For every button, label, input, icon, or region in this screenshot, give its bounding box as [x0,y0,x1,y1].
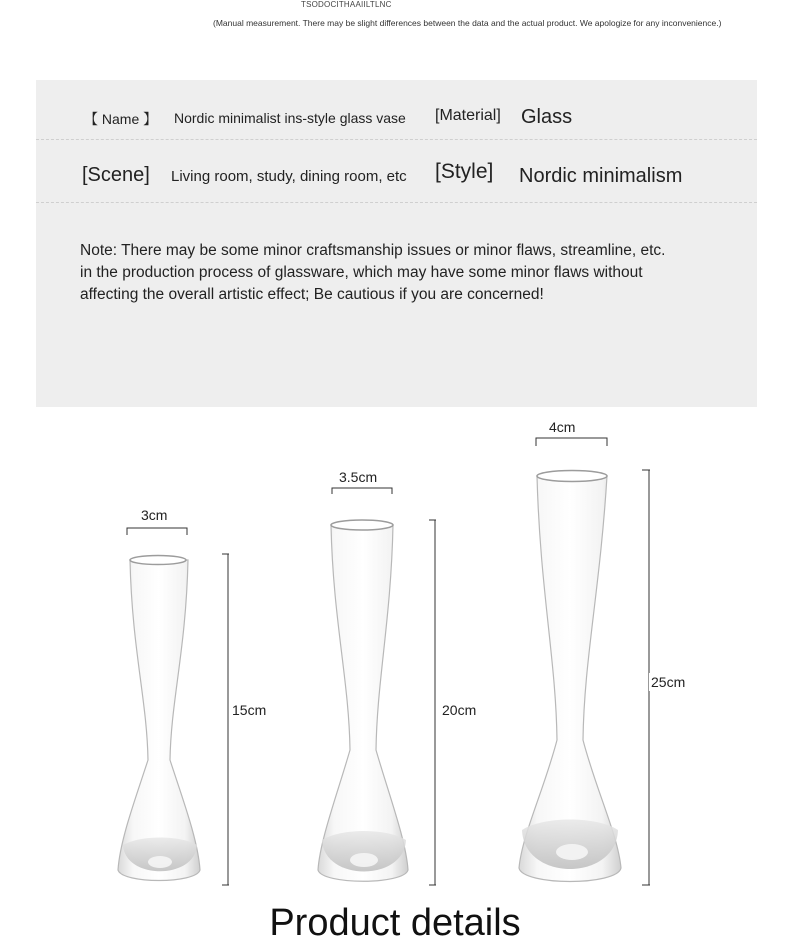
section-title: Product details [269,902,521,944]
vase-small-height-label: 15cm [232,702,267,718]
product-code: TSODOCITHAAIILTLNC [301,0,392,9]
width-bracket [127,528,187,535]
width-bracket [332,488,392,494]
material-label: [Material] [435,107,501,124]
note-line: in the production process of glassware, which may have some minor flaws without [80,264,643,281]
height-bracket [429,520,436,885]
note-line: Note: There may be some minor craftsmanship issues or minor flaws, streamline, etc. [80,242,666,259]
vase-medium [318,520,408,881]
scene-label: [Scene] [82,164,150,186]
vase-small [118,556,200,881]
style-value: Nordic minimalism [519,165,683,187]
vase-medium-height-label: 20cm [442,702,477,718]
vase-large [519,471,621,882]
height-bracket [222,554,229,885]
vase-large-height-label: 25cm [651,674,686,690]
width-bracket [536,438,607,446]
material-value: Glass [521,106,573,128]
vase-medium-width-label: 3.5cm [339,469,378,485]
style-label: [Style] [435,160,494,183]
note-line: affecting the overall artistic effect; Be cautious if you are concerned! [80,286,544,303]
name-value: Nordic minimalist ins-style glass vase [174,110,406,126]
vase-small-width-label: 3cm [141,507,168,523]
measurement-disclaimer: (Manual measurement. There may be slight differences between the data and the actual product. We apologize for any inconvenience.) [213,18,722,28]
vase-large-width-label: 4cm [549,419,576,435]
name-label: 【 Name 】 [84,111,158,127]
scene-value: Living room, study, dining room, etc [171,168,407,185]
